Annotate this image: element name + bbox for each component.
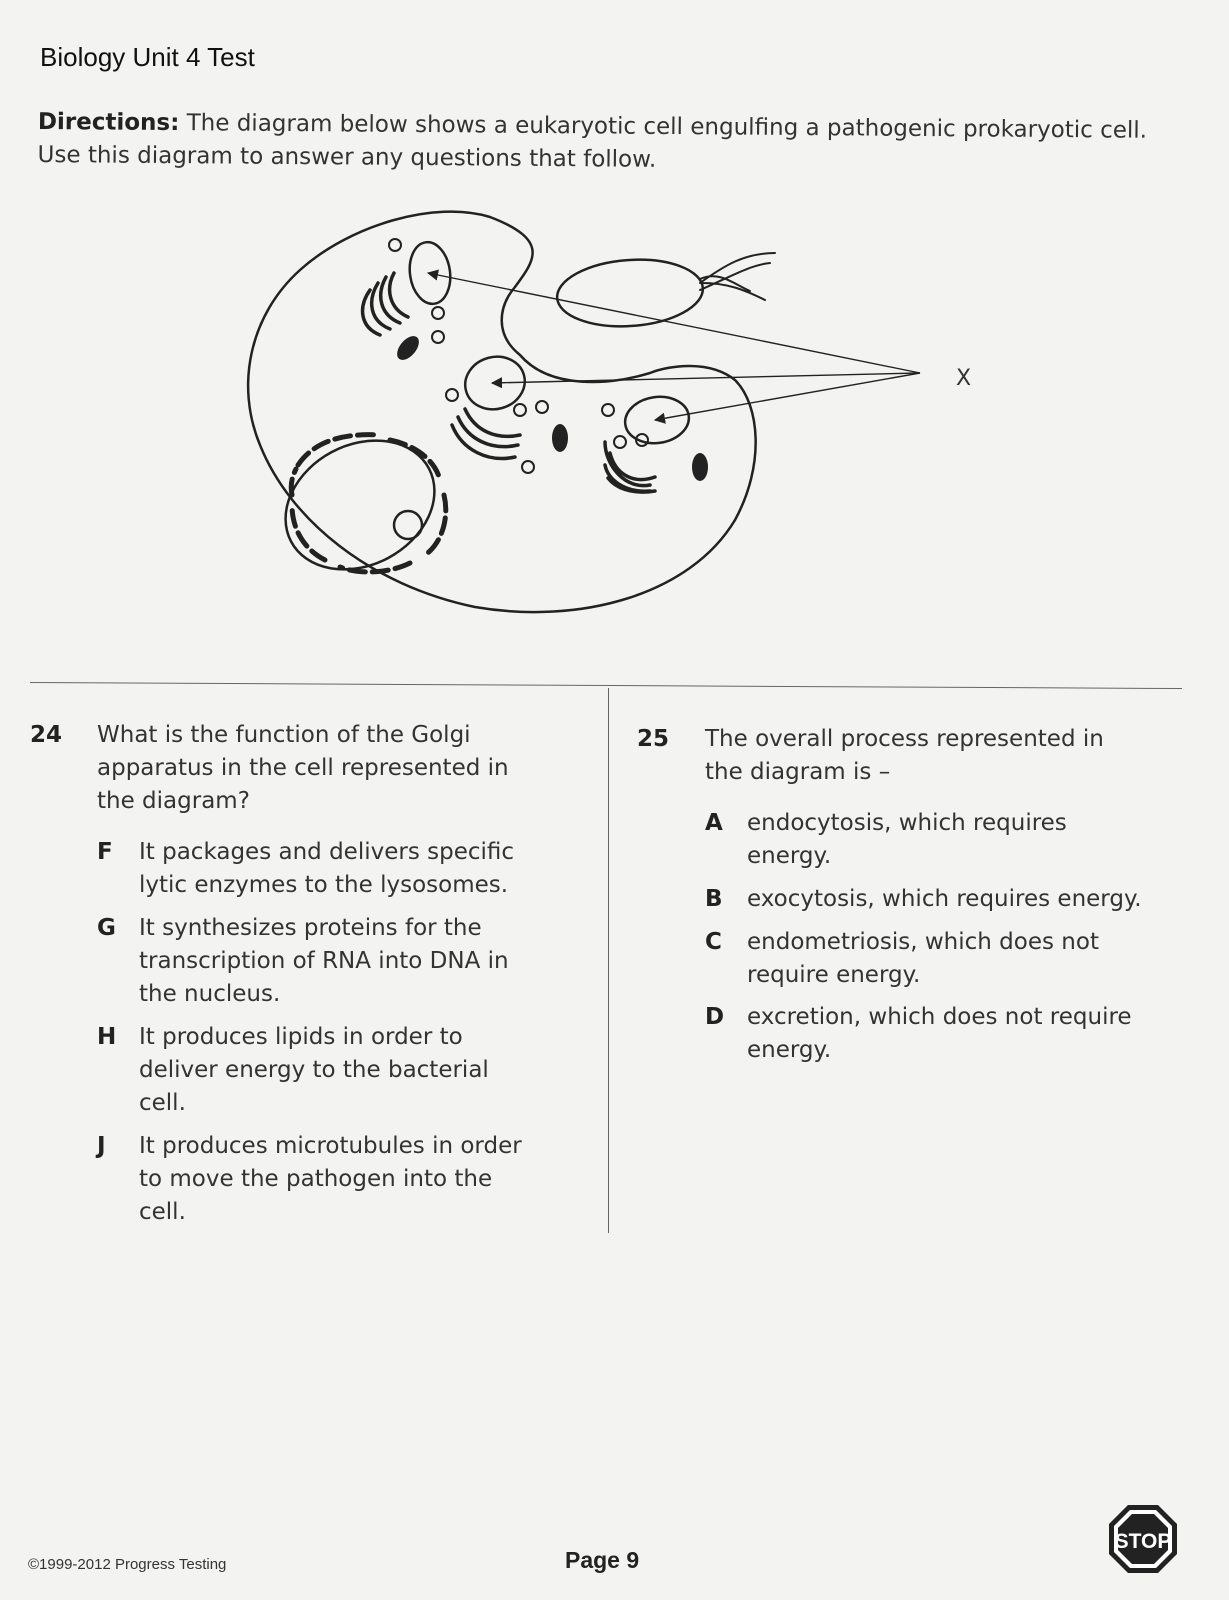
question-stem (705, 723, 1104, 789)
golgi-apparatus (363, 273, 408, 335)
mitochondrion (692, 453, 708, 481)
question-number: 25 (637, 726, 670, 752)
option-line: deliver energy to the bacterial (139, 1057, 489, 1083)
mitochondrion (552, 424, 568, 452)
option-line: It synthesizes proteins for the (139, 915, 482, 941)
option-line: to move the pathogen into the (139, 1166, 493, 1192)
option-line: cell. (139, 1199, 186, 1225)
option-line: the nucleus. (139, 981, 281, 1007)
pathogen-flagella (700, 253, 775, 300)
option-line: energy. (747, 1037, 832, 1063)
cell-membrane (248, 212, 756, 612)
mitochondrion (393, 332, 423, 364)
option-letter: H (97, 1024, 117, 1050)
option-line: require energy. (747, 962, 921, 988)
directions (37, 106, 1187, 181)
question-stem (97, 719, 509, 818)
page-title: Biology Unit 4 Test (40, 42, 255, 72)
section-divider (30, 682, 1182, 689)
nucleolus (394, 511, 422, 539)
stem-line: The overall process represented in (705, 726, 1104, 752)
option-line: endocytosis, which requires (747, 810, 1067, 836)
option-letter: A (705, 810, 723, 836)
option-line: It produces lipids in order to (139, 1024, 463, 1050)
page-number: Page 9 (565, 1547, 640, 1573)
option-line: excretion, which does not require (747, 1004, 1132, 1030)
directions-text: The diagram below shows a eukaryotic cell engulfing a pathogenic prokaryotic cell. Use this diagram to answer any questions that follow. (37, 110, 1148, 173)
stop-sign-label: STOP (1114, 1530, 1172, 1553)
option-line: It produces microtubules in order (139, 1133, 522, 1159)
stem-line: apparatus in the cell represented in (97, 755, 509, 781)
option-line: endometriosis, which does not (747, 929, 1099, 955)
stem-line: the diagram? (97, 788, 250, 814)
option-letter: C (705, 929, 722, 955)
ribosome (432, 331, 444, 343)
copyright-notice: ©1999-2012 Progress Testing (28, 1556, 227, 1573)
ribosome (536, 401, 548, 413)
option-letter: B (705, 886, 723, 912)
question-25 (637, 723, 1197, 1083)
golgi-apparatus (605, 442, 655, 492)
stem-line: the diagram is – (705, 759, 891, 785)
option-letter: J (97, 1133, 106, 1159)
option-line: energy. (747, 843, 832, 869)
ribosome (602, 404, 614, 416)
pointer-label-x: X (956, 366, 972, 391)
question-number: 24 (30, 722, 63, 748)
question-24 (30, 719, 590, 1239)
pathogen-cell (555, 255, 705, 331)
ribosome (614, 436, 626, 448)
golgi-apparatus (452, 409, 520, 458)
option-line: It packages and delivers specific (139, 839, 515, 865)
ribosome (389, 239, 401, 251)
directions-label: Directions: (37, 108, 180, 137)
option-line: exocytosis, which requires energy. (747, 886, 1142, 912)
option-letter: F (97, 839, 113, 865)
option-line: transcription of RNA into DNA in (139, 948, 509, 974)
option-letter: G (97, 915, 116, 941)
nucleus (263, 415, 457, 594)
column-divider (608, 688, 609, 1233)
ribosome (522, 461, 534, 473)
cell-engulfing-diagram (230, 195, 990, 625)
stem-line: What is the function of the Golgi (97, 722, 471, 748)
nuclear-envelope (291, 435, 446, 572)
ribosome (446, 389, 458, 401)
option-letter: D (705, 1004, 725, 1030)
option-line: lytic enzymes to the lysosomes. (139, 872, 509, 898)
option-line: cell. (139, 1090, 186, 1116)
stop-sign-icon (1107, 1503, 1179, 1575)
ribosome (514, 404, 526, 416)
ribosome (432, 307, 444, 319)
